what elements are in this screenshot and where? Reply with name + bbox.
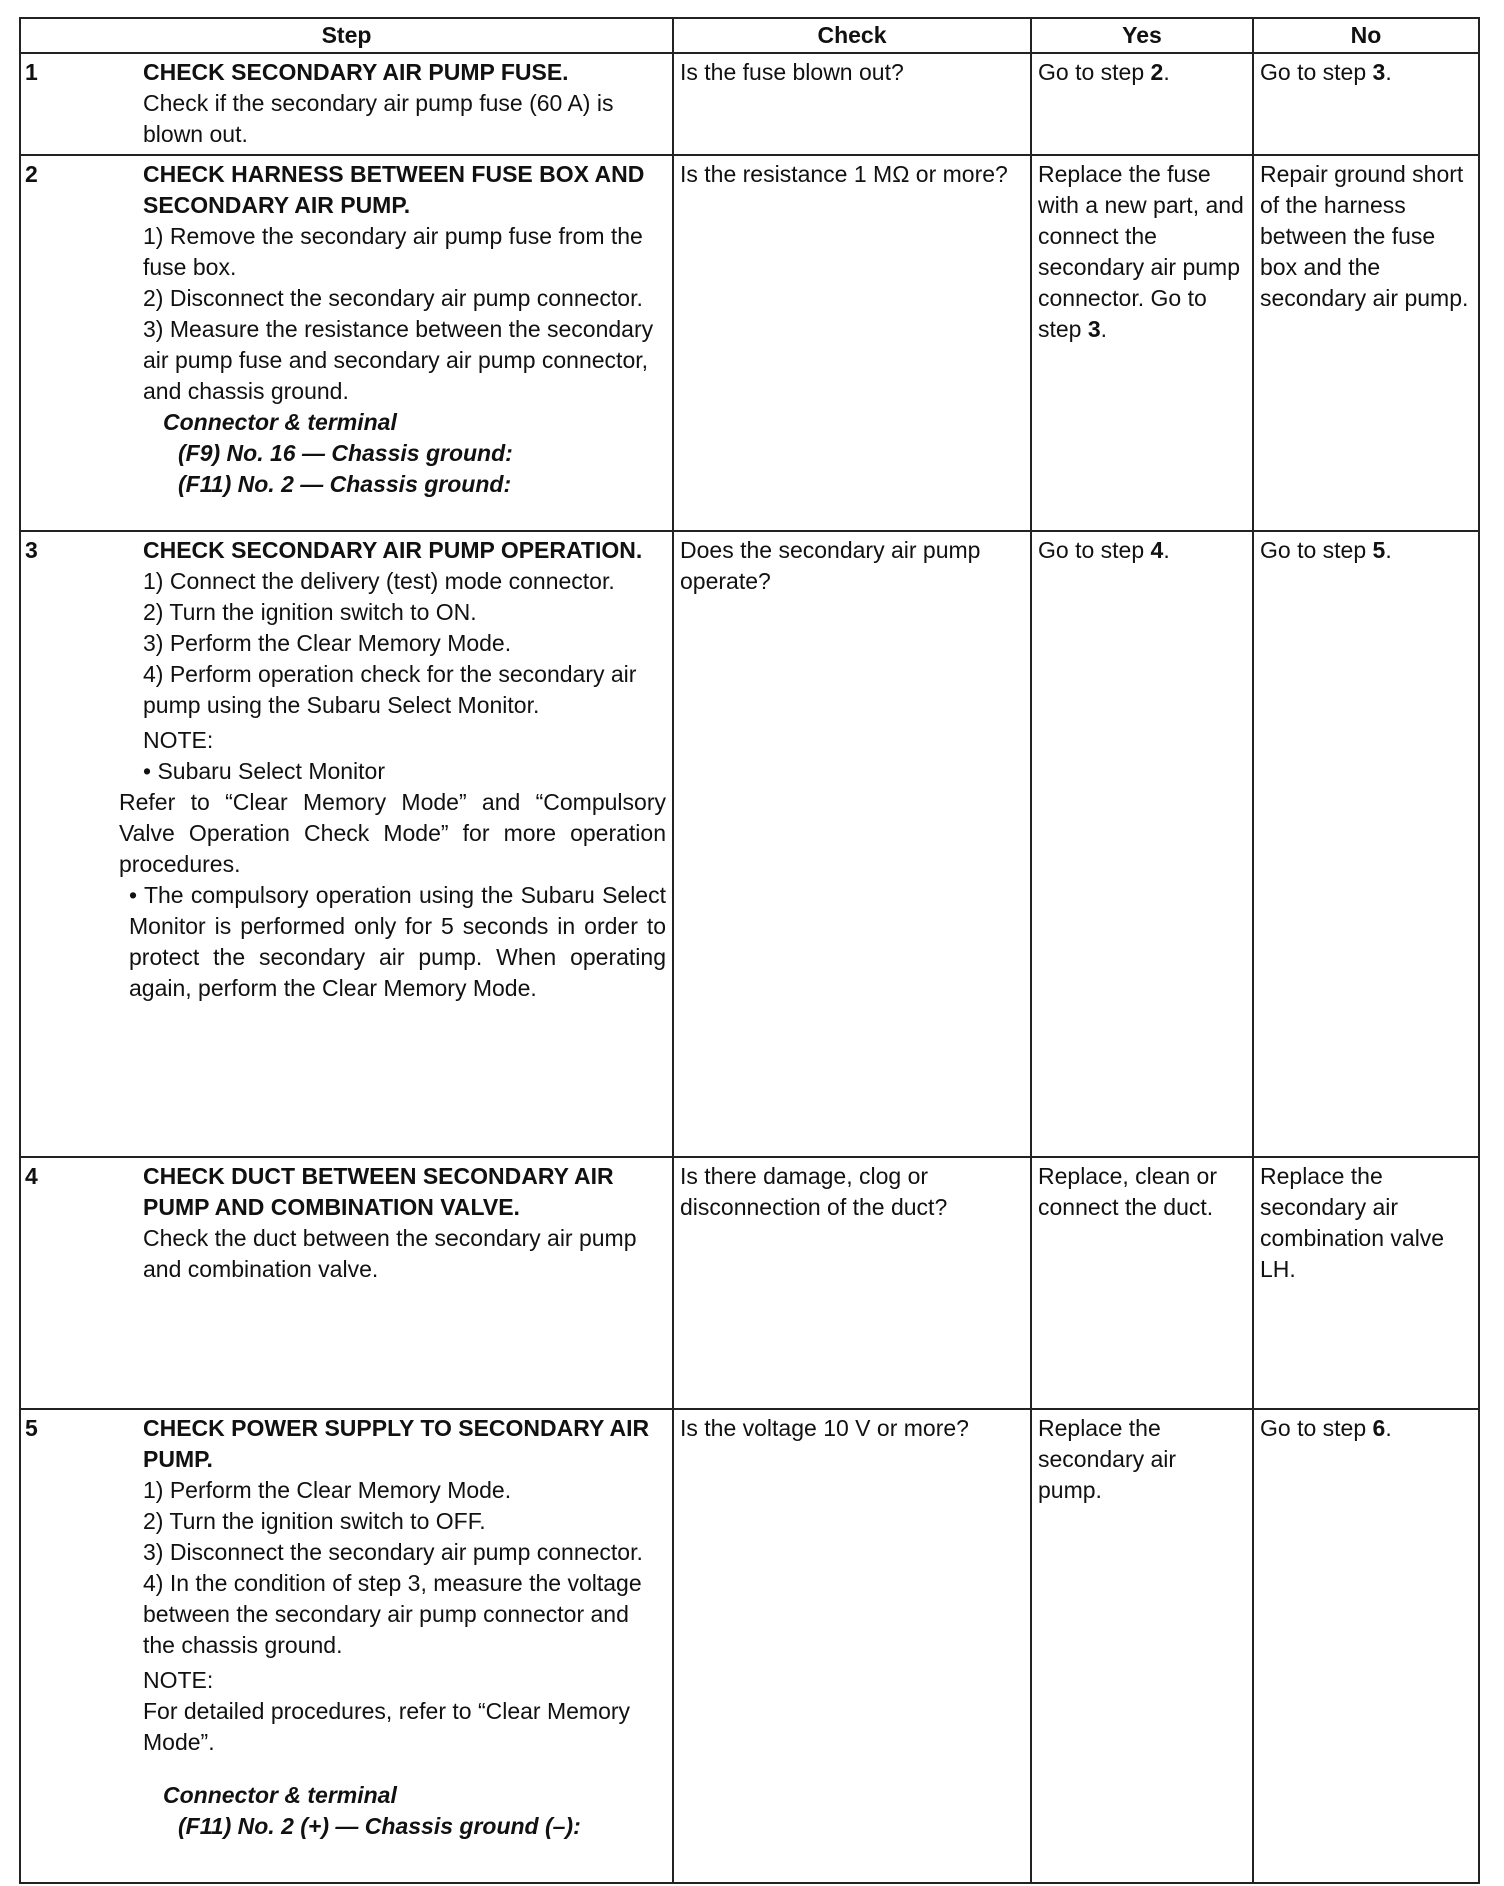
step-item: 2) Disconnect the secondary air pump connector. <box>143 285 643 311</box>
header-step: Step <box>20 18 673 53</box>
header-yes: Yes <box>1031 18 1253 53</box>
note-label: NOTE: <box>143 727 214 753</box>
connector-line: (F11) No. 2 — Chassis ground: <box>178 471 512 497</box>
step-title: CHECK SECONDARY AIR PUMP OPERATION. <box>143 537 643 563</box>
yes-cell: Replace, clean or connect the duct. <box>1031 1157 1253 1409</box>
no-text: Go to step <box>1260 59 1373 85</box>
step-item: 2) Turn the ignition switch to OFF. <box>143 1508 486 1534</box>
header-no: No <box>1253 18 1479 53</box>
step-item: 1) Perform the Clear Memory Mode. <box>143 1477 512 1503</box>
yes-text: Go to step <box>1038 59 1151 85</box>
step-item: 3) Perform the Clear Memory Mode. <box>143 630 512 656</box>
no-suffix: . <box>1385 1415 1392 1441</box>
yes-step-link: 2 <box>1150 59 1164 85</box>
yes-text: Go to step <box>1038 537 1151 563</box>
step-item: 3) Measure the resistance between the secondary air pump fuse and secondary air pump connector, and chassis ground. <box>143 316 654 404</box>
step-item: 2) Turn the ignition switch to ON. <box>143 599 477 625</box>
header-row <box>20 18 1479 53</box>
yes-cell <box>1031 155 1253 531</box>
step-body: Check if the secondary air pump fuse (60 A) is blown out. <box>143 90 614 147</box>
step-cell <box>20 1157 673 1409</box>
no-suffix: . <box>1385 59 1392 85</box>
no-cell <box>1253 531 1479 1157</box>
note-bullet: • Subaru Select Monitor <box>143 758 386 784</box>
no-cell: Repair ground short of the harness between the fuse box and the secondary air pump. <box>1253 155 1479 531</box>
table-row <box>20 53 1479 155</box>
connector-label: Connector & terminal <box>163 409 397 435</box>
check-cell: Does the secondary air pump operate? <box>673 531 1031 1157</box>
connector-line: (F9) No. 16 — Chassis ground: <box>178 440 513 466</box>
step-cell <box>20 1409 673 1883</box>
connector-label: Connector & terminal <box>163 1782 397 1808</box>
no-cell <box>1253 1409 1479 1883</box>
connector-line: (F11) No. 2 (+) — Chassis ground (–): <box>178 1813 581 1839</box>
step-number: 5 <box>25 1415 38 1441</box>
yes-text: Replace the fuse with a new part, and connect the secondary air pump connector. Go to step <box>1038 161 1244 342</box>
step-item: 4) Perform operation check for the secondary air pump using the Subaru Select Monitor. <box>143 661 637 718</box>
step-item: 4) In the condition of step 3, measure the voltage between the secondary air pump connector and the chassis ground. <box>143 1570 642 1658</box>
step-body: Check the duct between the secondary air pump and combination valve. <box>143 1225 637 1282</box>
no-text: Go to step <box>1260 537 1373 563</box>
step-number: 4 <box>25 1163 38 1189</box>
step-item: 1) Connect the delivery (test) mode connector. <box>143 568 615 594</box>
note-label: NOTE: <box>143 1667 214 1693</box>
check-cell: Is there damage, clog or disconnection of the duct? <box>673 1157 1031 1409</box>
table-row <box>20 531 1479 1157</box>
no-text: Go to step <box>1260 1415 1373 1441</box>
table-row <box>20 1409 1479 1883</box>
step-number: 2 <box>25 161 38 187</box>
table-row <box>20 155 1479 531</box>
step-item: 3) Disconnect the secondary air pump connector. <box>143 1539 643 1565</box>
step-cell <box>20 155 673 531</box>
yes-step-link: 4 <box>1150 537 1164 563</box>
check-cell: Is the fuse blown out? <box>673 53 1031 155</box>
no-suffix: . <box>1385 537 1392 563</box>
yes-suffix: . <box>1163 537 1170 563</box>
check-cell: Is the resistance 1 MΩ or more? <box>673 155 1031 531</box>
yes-suffix: . <box>1100 316 1108 342</box>
table-row <box>20 1157 1479 1409</box>
no-step-link: 3 <box>1372 59 1386 85</box>
step-cell <box>20 53 673 155</box>
step-title: CHECK SECONDARY AIR PUMP FUSE. <box>143 59 569 85</box>
step-number: 3 <box>25 537 38 563</box>
step-title: CHECK POWER SUPPLY TO SECONDARY AIR PUMP. <box>143 1415 650 1472</box>
yes-cell <box>1031 531 1253 1157</box>
note-reference: Refer to “Clear Memory Mode” and “Compulsory Valve Operation Check Mode” for more operation procedures. <box>119 789 666 877</box>
procedure-table <box>19 17 1480 1884</box>
no-cell <box>1253 53 1479 155</box>
yes-step-link: 3 <box>1087 316 1101 342</box>
step-cell <box>20 531 673 1157</box>
yes-cell <box>1031 53 1253 155</box>
check-cell: Is the voltage 10 V or more? <box>673 1409 1031 1883</box>
no-step-link: 5 <box>1372 537 1386 563</box>
yes-suffix: . <box>1163 59 1170 85</box>
step-item: 1) Remove the secondary air pump fuse from the fuse box. <box>143 223 643 280</box>
step-title: CHECK DUCT BETWEEN SECONDARY AIR PUMP AND COMBINATION VALVE. <box>143 1163 614 1220</box>
yes-cell: Replace the secondary air pump. <box>1031 1409 1253 1883</box>
note-bullet: • The compulsory operation using the Subaru Select Monitor is performed only for 5 seconds in order to protect the secondary air pump. When operating again, perform the Clear Memory Mode. <box>129 882 666 1001</box>
note-text: For detailed procedures, refer to “Clear Memory Mode”. <box>143 1698 631 1755</box>
step-title: CHECK HARNESS BETWEEN FUSE BOX AND SECONDARY AIR PUMP. <box>143 161 645 218</box>
no-step-link: 6 <box>1372 1415 1386 1441</box>
header-check: Check <box>673 18 1031 53</box>
no-cell: Replace the secondary air combination valve LH. <box>1253 1157 1479 1409</box>
step-number: 1 <box>25 59 38 85</box>
